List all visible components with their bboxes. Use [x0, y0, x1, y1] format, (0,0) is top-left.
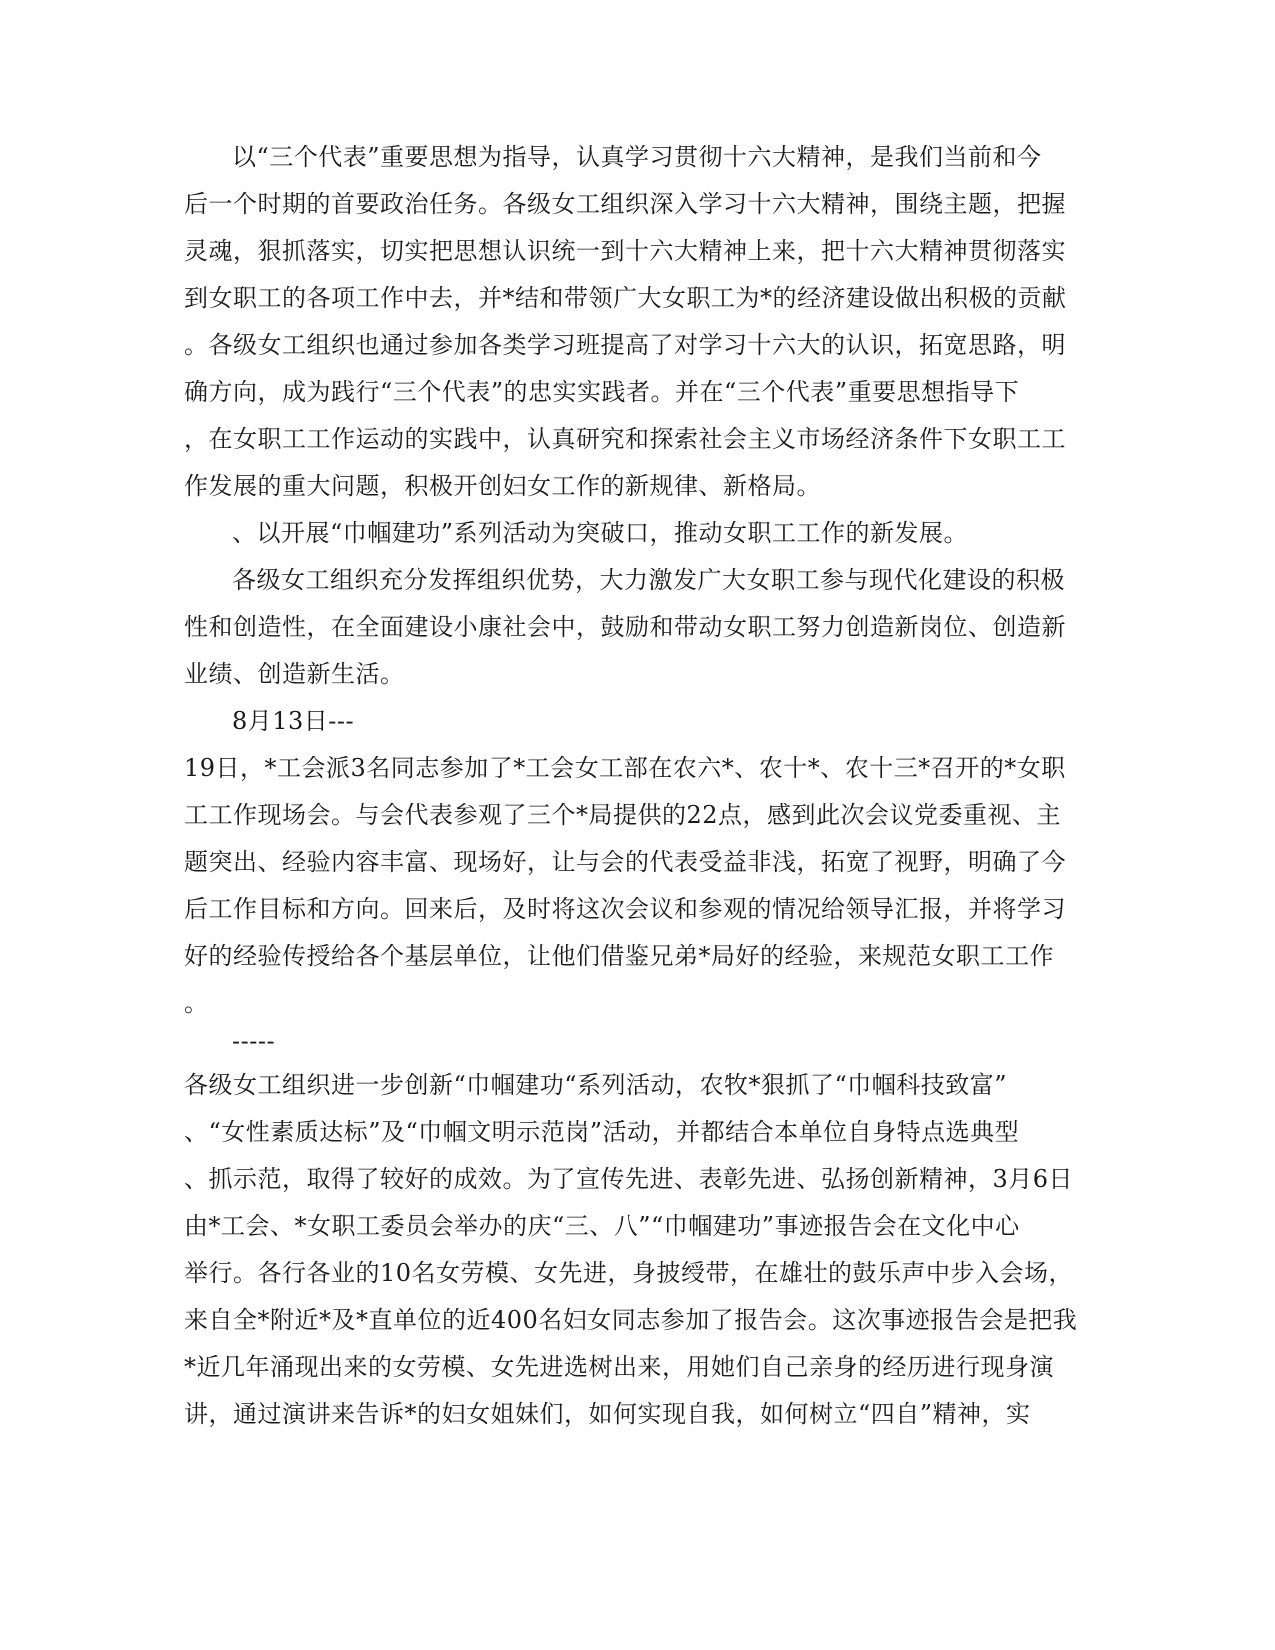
text-line: 19日，*工会派3名同志参加了*工会女工部在农六*、农十*、农十三*召开的*女职: [184, 754, 1066, 782]
text-line: 来自全*附近*及*直单位的近400名妇女同志参加了报告会。这次事迹报告会是把我: [184, 1306, 1078, 1334]
text-line: 各级女工组织进一步创新“巾帼建功“系列活动，农牧*狠抓了“巾帼科技致富”: [184, 1071, 1008, 1099]
text-line: 各级女工组织充分发挥组织优势，大力激发广大女职工参与现代化建设的积极: [232, 566, 1065, 594]
text-line: 工工作现场会。与会代表参观了三个*局提供的22点，感到此次会议党委重视、主: [184, 801, 1062, 829]
text-line: *近几年涌现出来的女劳模、女先进选树出来，用她们自己亲身的经历进行现身演: [184, 1353, 1054, 1381]
text-line: 。: [184, 989, 209, 1017]
text-line: 。各级女工组织也通过参加各类学习班提高了对学习十六大的认识，拓宽思路，明: [184, 331, 1066, 359]
text-line: 好的经验传授给各个基层单位，让他们借鉴兄弟*局好的经验，来规范女职工工作: [184, 942, 1054, 970]
text-line: 、“女性素质达标”及“巾帼文明示范岗”活动，并都结合本单位自身特点选典型: [184, 1118, 1020, 1146]
text-line: 作发展的重大问题，积极开创妇女工作的新规律、新格局。: [184, 472, 821, 500]
text-line: 后一个时期的首要政治任务。各级女工组织深入学习十六大精神，围绕主题，把握: [184, 190, 1066, 218]
text-line: 后工作目标和方向。回来后，及时将这次会议和参观的情况给领导汇报，并将学习: [184, 895, 1066, 923]
separator-line: -----: [232, 1027, 276, 1055]
text-line: ，在女职工工作运动的实践中，认真研究和探索社会主义市场经济条件下女职工工: [184, 425, 1066, 453]
text-line: 确方向，成为践行“三个代表”的忠实实践者。并在“三个代表”重要思想指导下: [184, 378, 1020, 406]
date-line: 8月13日---: [232, 707, 355, 735]
text-line: 举行。各行各业的10名女劳模、女先进，身披绶带，在雄壮的鼓乐声中步入会场，: [184, 1259, 1074, 1287]
text-line: 到女职工的各项工作中去，并*结和带领广大女职工为*的经济建设做出积极的贡献: [184, 284, 1067, 312]
section-heading: 、以开展“巾帼建功”系列活动为突破口，推动女职工工作的新发展。: [232, 519, 969, 547]
text-line: 讲，通过演讲来告诉*的妇女姐妹们，如何实现自我，如何树立“四自”精神，实: [184, 1400, 1031, 1428]
text-line: 业绩、创造新生活。: [184, 660, 405, 688]
text-line: 灵魂，狠抓落实，切实把思想认识统一到十六大精神上来，把十六大精神贯彻落实: [184, 237, 1066, 265]
text-line: 以“三个代表”重要思想为指导，认真学习贯彻十六大精神，是我们当前和今: [232, 143, 1042, 171]
text-line: 性和创造性，在全面建设小康社会中，鼓励和带动女职工努力创造新岗位、创造新: [184, 613, 1066, 641]
text-line: 、抓示范，取得了较好的成效。为了宣传先进、表彰先进、弘扬创新精神，3月6日: [184, 1165, 1074, 1193]
text-line: 题突出、经验内容丰富、现场好，让与会的代表受益非浅，拓宽了视野，明确了今: [184, 848, 1066, 876]
text-line: 由*工会、*女职工委员会举办的庆“三、八”“巾帼建功”事迹报告会在文化中心: [184, 1212, 1020, 1240]
